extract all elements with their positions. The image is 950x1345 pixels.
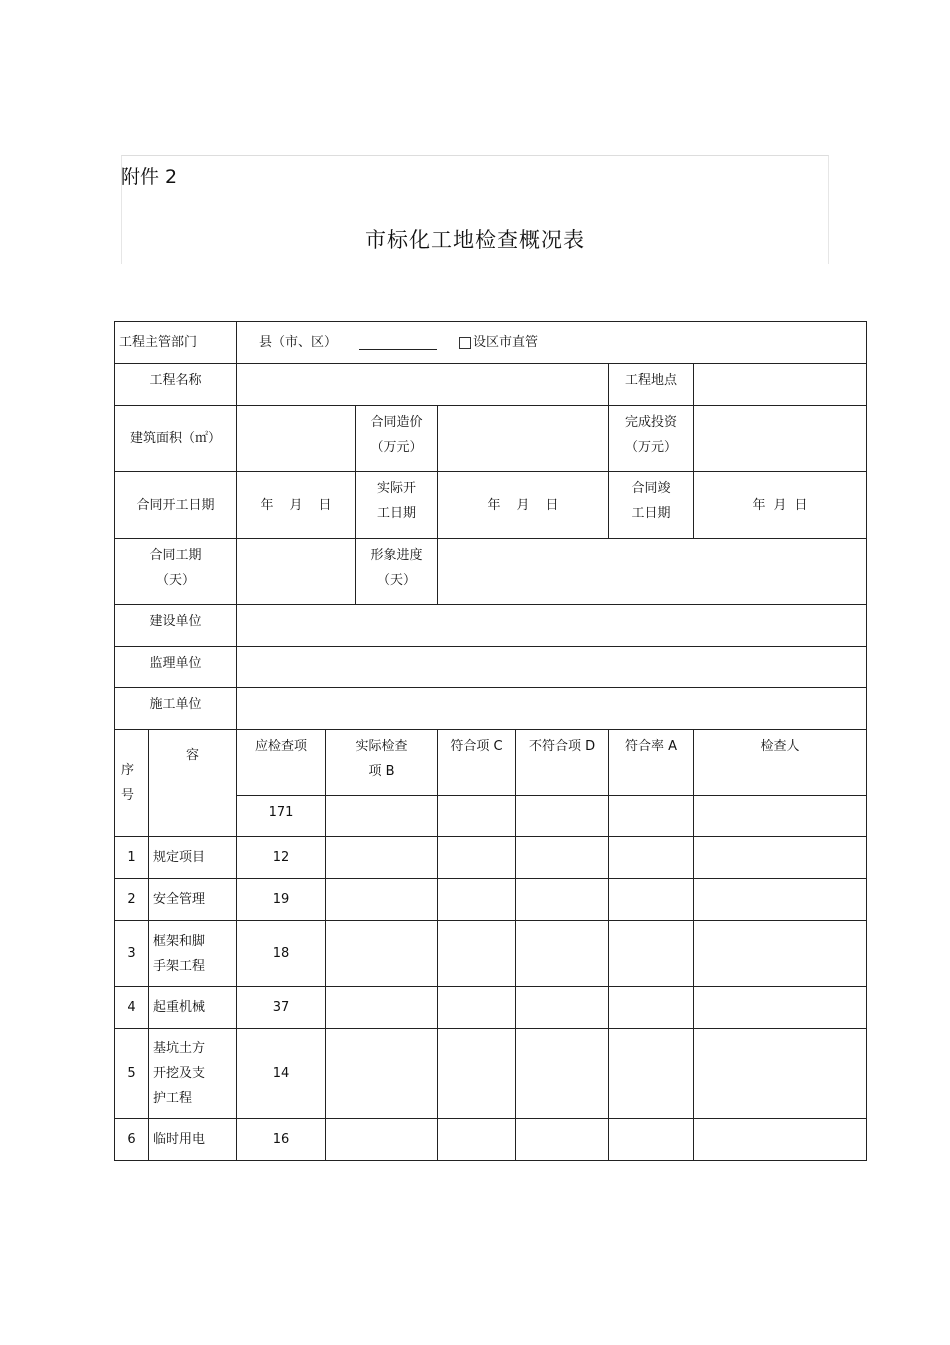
conform-cell[interactable] bbox=[438, 879, 516, 921]
row-name bbox=[149, 1029, 237, 1119]
nonconform-cell[interactable] bbox=[516, 987, 609, 1029]
contract-start-date[interactable] bbox=[237, 472, 356, 539]
total-rate-cell[interactable] bbox=[609, 796, 694, 837]
row-number: 2 bbox=[115, 879, 149, 921]
actual-cell[interactable] bbox=[326, 987, 438, 1029]
area-row bbox=[115, 406, 867, 472]
investment-line-2: （万元） bbox=[625, 440, 678, 455]
actual-cell[interactable] bbox=[326, 921, 438, 987]
row-name-line: 手架工程 bbox=[153, 958, 206, 974]
project-location-label: 工程地点 bbox=[609, 364, 694, 406]
construct-unit-value[interactable] bbox=[237, 688, 867, 730]
actual-start-line-2: 工日期 bbox=[377, 506, 417, 521]
city-direct-label: 设区市直管 bbox=[473, 335, 539, 350]
attachment-label: 附件 2 bbox=[121, 166, 178, 188]
checkbox-icon[interactable] bbox=[459, 337, 471, 349]
contract-finish-date[interactable] bbox=[694, 472, 867, 539]
row-name-line: 规定项目 bbox=[153, 850, 206, 865]
row-name bbox=[149, 921, 237, 987]
rate-header: 符合率 A bbox=[609, 730, 694, 796]
table-row bbox=[115, 987, 867, 1029]
progress-line-2: （天） bbox=[377, 573, 417, 588]
actual-cell[interactable] bbox=[326, 1029, 438, 1119]
investment-value[interactable] bbox=[694, 406, 867, 472]
rate-cell[interactable] bbox=[609, 879, 694, 921]
total-conform-cell[interactable] bbox=[438, 796, 516, 837]
row-name bbox=[149, 879, 237, 921]
actual-start-line-1: 实际开 bbox=[377, 481, 417, 496]
day-label: 日 bbox=[318, 497, 332, 513]
rate-cell[interactable] bbox=[609, 1029, 694, 1119]
duration-line-1: 合同工期 bbox=[149, 548, 202, 563]
day-label: 日 bbox=[545, 497, 559, 513]
row-count: 18 bbox=[237, 921, 326, 987]
inspector-cell[interactable] bbox=[694, 837, 867, 879]
nonconform-cell[interactable] bbox=[516, 1119, 609, 1161]
project-location-value[interactable] bbox=[694, 364, 867, 406]
year-label: 年 bbox=[487, 497, 501, 513]
seq-header-line-1: 序 bbox=[121, 763, 135, 778]
contract-price-value[interactable] bbox=[438, 406, 609, 472]
date-row bbox=[115, 472, 867, 539]
conform-header: 符合项 C bbox=[438, 730, 516, 796]
investment-label bbox=[609, 406, 694, 472]
month-label: 月 bbox=[516, 497, 530, 513]
project-name-row bbox=[115, 364, 867, 406]
contract-start-label: 合同开工日期 bbox=[115, 472, 237, 539]
row-count: 12 bbox=[237, 837, 326, 879]
conform-cell[interactable] bbox=[438, 987, 516, 1029]
actual-check-line-2: 项 B bbox=[368, 764, 395, 779]
rate-cell[interactable] bbox=[609, 987, 694, 1029]
should-check-header: 应检查项 bbox=[237, 730, 326, 796]
row-number: 4 bbox=[115, 987, 149, 1029]
row-count: 16 bbox=[237, 1119, 326, 1161]
supervise-unit-row bbox=[115, 647, 867, 688]
row-name-line: 框架和脚 bbox=[153, 933, 206, 949]
row-name bbox=[149, 837, 237, 879]
project-name-label: 工程名称 bbox=[115, 364, 237, 406]
county-blank-line[interactable] bbox=[359, 335, 437, 350]
row-name bbox=[149, 1119, 237, 1161]
inspector-header: 检查人 bbox=[694, 730, 867, 796]
contract-finish-line-1: 合同竣 bbox=[631, 481, 671, 496]
table-row bbox=[115, 837, 867, 879]
row-number: 6 bbox=[115, 1119, 149, 1161]
project-name-value[interactable] bbox=[237, 364, 609, 406]
conform-cell[interactable] bbox=[438, 1119, 516, 1161]
actual-start-date[interactable] bbox=[438, 472, 609, 539]
contract-price-label bbox=[356, 406, 438, 472]
duration-value[interactable] bbox=[237, 539, 356, 605]
rate-cell[interactable] bbox=[609, 1119, 694, 1161]
row-name bbox=[149, 987, 237, 1029]
progress-value[interactable] bbox=[438, 539, 867, 605]
contract-price-line-2: （万元） bbox=[370, 440, 423, 455]
inspector-cell[interactable] bbox=[694, 1029, 867, 1119]
row-count: 19 bbox=[237, 879, 326, 921]
duration-line-2: （天） bbox=[156, 573, 196, 588]
construct-unit-label: 施工单位 bbox=[115, 688, 237, 730]
nonconform-cell[interactable] bbox=[516, 879, 609, 921]
row-name-line: 开挖及支 bbox=[153, 1066, 206, 1081]
actual-cell[interactable] bbox=[326, 1119, 438, 1161]
contract-price-line-1: 合同造价 bbox=[370, 415, 423, 430]
duration-label bbox=[115, 539, 237, 605]
nonconform-header: 不符合项 D bbox=[516, 730, 609, 796]
inspector-cell[interactable] bbox=[694, 1119, 867, 1161]
county-text: 县（市、区） bbox=[259, 335, 338, 350]
page-title: 市标化工地检查概况表 bbox=[365, 228, 585, 252]
conform-cell[interactable] bbox=[438, 837, 516, 879]
actual-start-label bbox=[356, 472, 438, 539]
supervise-unit-value[interactable] bbox=[237, 647, 867, 688]
dept-label: 工程主管部门 bbox=[115, 322, 237, 364]
supervise-unit-label: 监理单位 bbox=[115, 647, 237, 688]
row-number: 5 bbox=[115, 1029, 149, 1119]
contract-finish-line-2: 工日期 bbox=[631, 506, 671, 521]
actual-check-line-1: 实际检查 bbox=[355, 739, 408, 754]
actual-check-header bbox=[326, 730, 438, 796]
row-number: 1 bbox=[115, 837, 149, 879]
seq-header bbox=[115, 730, 149, 837]
table-row bbox=[115, 879, 867, 921]
actual-cell[interactable] bbox=[326, 837, 438, 879]
check-header-row bbox=[115, 730, 867, 796]
rate-cell[interactable] bbox=[609, 837, 694, 879]
conform-cell[interactable] bbox=[438, 1029, 516, 1119]
row-name-line: 护工程 bbox=[153, 1091, 193, 1106]
year-label: 年 bbox=[752, 497, 766, 513]
rate-cell[interactable] bbox=[609, 921, 694, 987]
row-number: 3 bbox=[115, 921, 149, 987]
table-row bbox=[115, 921, 867, 987]
dept-row bbox=[115, 322, 867, 364]
actual-cell[interactable] bbox=[326, 879, 438, 921]
build-unit-row bbox=[115, 605, 867, 647]
table-row bbox=[115, 1029, 867, 1119]
nonconform-cell[interactable] bbox=[516, 921, 609, 987]
nonconform-cell[interactable] bbox=[516, 837, 609, 879]
row-count: 14 bbox=[237, 1029, 326, 1119]
build-unit-value[interactable] bbox=[237, 605, 867, 647]
year-label: 年 bbox=[260, 497, 274, 513]
total-count: 171 bbox=[237, 796, 326, 837]
total-actual-cell[interactable] bbox=[326, 796, 438, 837]
inspector-cell[interactable] bbox=[694, 921, 867, 987]
build-unit-label: 建设单位 bbox=[115, 605, 237, 647]
row-count: 37 bbox=[237, 987, 326, 1029]
duration-row bbox=[115, 539, 867, 605]
row-name-line: 安全管理 bbox=[153, 892, 206, 907]
total-inspector-cell[interactable] bbox=[694, 796, 867, 837]
progress-line-1: 形象进度 bbox=[370, 548, 423, 563]
day-label: 日 bbox=[794, 497, 808, 513]
row-name-line: 临时用电 bbox=[153, 1132, 206, 1147]
inspector-cell[interactable] bbox=[694, 987, 867, 1029]
construct-unit-row bbox=[115, 688, 867, 730]
month-label: 月 bbox=[773, 497, 787, 513]
area-label: 建筑面积（㎡） bbox=[115, 406, 237, 472]
table-row bbox=[115, 1119, 867, 1161]
investment-line-1: 完成投资 bbox=[625, 415, 678, 430]
nonconform-cell[interactable] bbox=[516, 1029, 609, 1119]
seq-header-line-2: 号 bbox=[121, 788, 135, 803]
row-name-line: 起重机械 bbox=[153, 1000, 206, 1015]
content-header: 容 bbox=[149, 730, 237, 837]
area-value[interactable] bbox=[237, 406, 356, 472]
inspection-form-table bbox=[114, 321, 867, 1161]
month-label: 月 bbox=[289, 497, 303, 513]
total-nonconform-cell[interactable] bbox=[516, 796, 609, 837]
conform-cell[interactable] bbox=[438, 921, 516, 987]
inspector-cell[interactable] bbox=[694, 879, 867, 921]
progress-label bbox=[356, 539, 438, 605]
row-name-line: 基坑土方 bbox=[153, 1041, 206, 1056]
contract-finish-label bbox=[609, 472, 694, 539]
dept-value-cell[interactable] bbox=[237, 322, 867, 364]
